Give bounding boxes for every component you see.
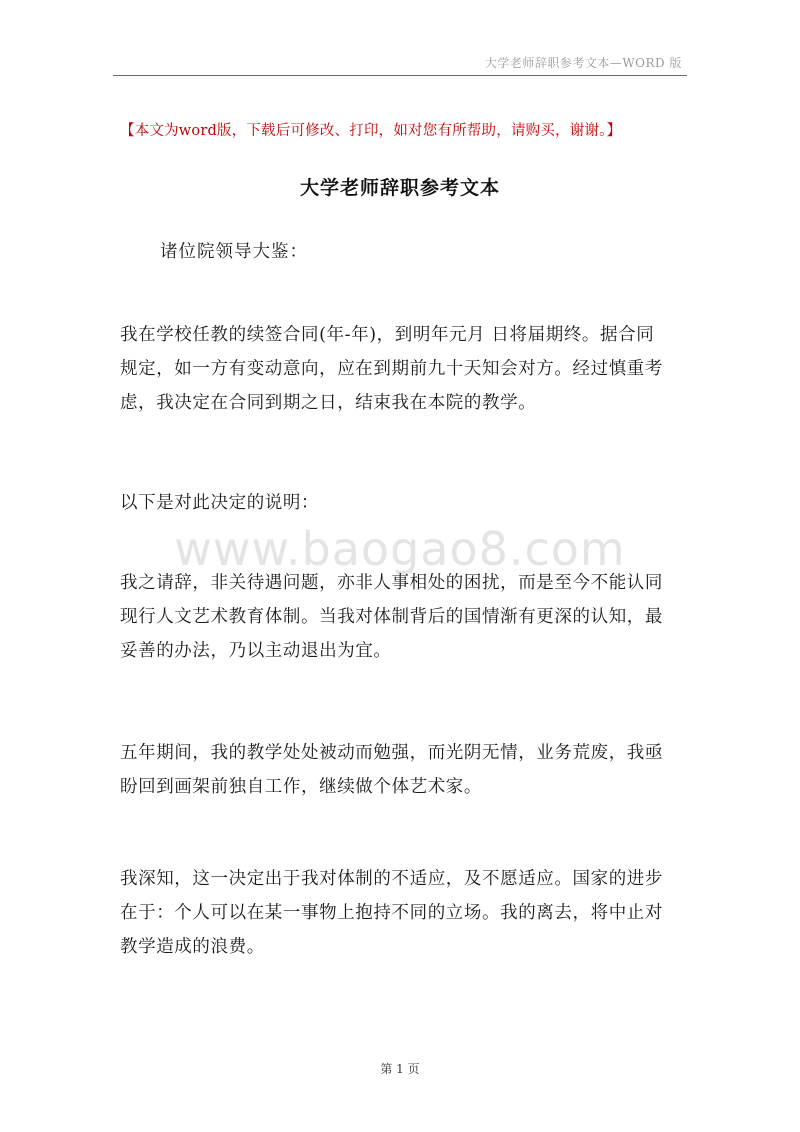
header-rule bbox=[113, 75, 687, 76]
document-title: 大学老师辞职参考文本 bbox=[299, 177, 500, 199]
paragraph-line: 规定，如一方有变动意向，应在到期前九十天知会对方。经过慎重考 bbox=[120, 359, 663, 379]
paragraph-line: 五年期间，我的教学处处被动而勉强，而光阴无情，业务荒废，我亟 bbox=[120, 743, 663, 763]
watermark: www.baogao8.com bbox=[174, 522, 626, 576]
paragraph-1 bbox=[120, 318, 690, 420]
paragraph-5 bbox=[120, 862, 690, 964]
paragraph-line: 我之请辞，非关待遇问题，亦非人事相处的困扰，而是至今不能认同 bbox=[120, 573, 663, 593]
salutation: 诸位院领导大鉴： bbox=[160, 242, 308, 262]
purchase-notice: 【本文为word版，下载后可修改、打印，如对您有所帮助，请购买，谢谢。】 bbox=[120, 123, 622, 139]
paragraph-3 bbox=[120, 566, 690, 668]
running-header: 大学老师辞职参考文本—WORD 版 bbox=[484, 56, 682, 70]
paragraph-line: 在于：个人可以在某一事物上抱持不同的立场。我的离去，将中止对 bbox=[120, 903, 663, 923]
paragraph-line: 现行人文艺术教育体制。当我对体制背后的国情渐有更深的认知，最 bbox=[120, 607, 663, 627]
paragraph-4 bbox=[120, 736, 690, 804]
paragraph-line: 我深知，这一决定出于我对体制的不适应，及不愿适应。国家的进步 bbox=[120, 869, 663, 889]
page-number: 第 1 页 bbox=[380, 1062, 420, 1076]
paragraph-line: 以下是对此决定的说明： bbox=[120, 493, 320, 513]
paragraph-line: 虑，我决定在合同到期之日，结束我在本院的教学。 bbox=[120, 393, 537, 413]
paragraph-line: 教学造成的浪费。 bbox=[120, 937, 265, 957]
paragraph-line: 妥善的办法，乃以主动退出为宜。 bbox=[120, 641, 392, 661]
paragraph-line: 我在学校任教的续签合同(年-年)，到明年元月 日将届期终。据合同 bbox=[120, 325, 655, 345]
paragraph-line: 盼回到画架前独自工作，继续做个体艺术家。 bbox=[120, 777, 482, 797]
paragraph-2 bbox=[120, 486, 690, 520]
